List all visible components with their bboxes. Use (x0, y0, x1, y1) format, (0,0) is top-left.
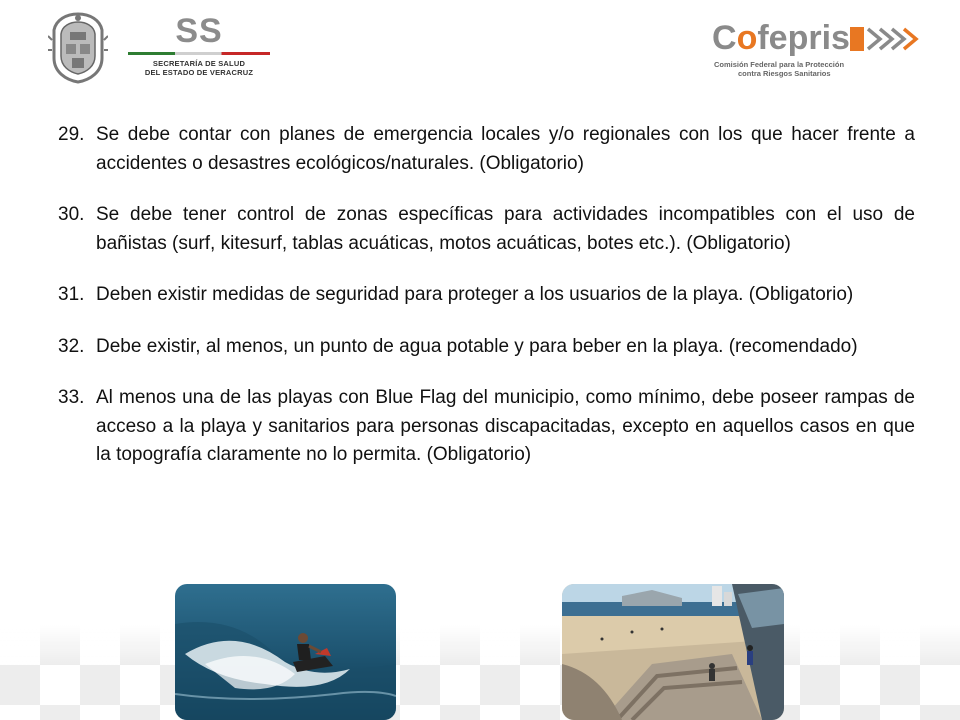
list-item (58, 121, 915, 178)
ss-logo-subtitle-2: DEL ESTADO DE VERACRUZ (144, 68, 254, 77)
beach-ramp-photo (562, 584, 784, 720)
cofepris-subtitle-2: contra Riesgos Sanitarios (738, 69, 831, 78)
cofepris-logo (712, 18, 922, 94)
item-text: Deben existir medidas de seguridad para proteger a los usuarios de la playa. (Obligatorio) (96, 284, 854, 305)
item-number: 30. (58, 204, 85, 225)
item-number: 29. (58, 124, 85, 145)
beach-ramp-image-icon (562, 584, 784, 720)
list-item (58, 333, 915, 362)
background-pattern (0, 625, 960, 720)
jet-ski-image-icon (175, 584, 396, 720)
item-number: 33. (58, 387, 85, 408)
list-item (58, 384, 915, 470)
chevrons-icon (850, 26, 920, 52)
item-text: Se debe tener control de zonas específicas para actividades incompatibles con el uso de bañistas (surf, kitesurf, tablas acuáticas, motos acuáticas, botes etc.). (Obligatorio) (96, 204, 915, 254)
ss-logo-subtitle-1: SECRETARÍA DE SALUD (152, 59, 246, 68)
list-item (58, 201, 915, 258)
tricolor-divider (128, 52, 270, 55)
item-text: Al menos una de las playas con Blue Flag del municipio, como mínimo, debe poseer rampas de acceso a la playa y sanitarios para personas discapacitadas, excepto en aquellos casos en que la topografía claramente no lo permita. (Obligatorio) (96, 387, 915, 465)
item-number: 31. (58, 284, 85, 305)
ss-logo (124, 14, 274, 84)
requirements-list (58, 121, 915, 493)
ss-logo-mark: SS (175, 12, 223, 50)
cofepris-subtitle-1: Comisión Federal para la Protección (714, 60, 845, 69)
header (0, 0, 960, 100)
item-text: Debe existir, al menos, un punto de agua potable y para beber en la playa. (recomendado) (96, 335, 858, 357)
item-number: 32. (58, 335, 85, 357)
list-item (58, 281, 915, 310)
cofepris-wordmark: Cofepris (712, 19, 850, 57)
cofepris-subtitle (714, 60, 844, 78)
jet-ski-photo (175, 584, 396, 720)
veracruz-seal-icon (48, 10, 108, 84)
item-text: Se debe contar con planes de emergencia locales y/o regionales con los que hacer frente a accidentes o desastres ecológicos/naturales. (Obligatorio) (96, 124, 915, 174)
